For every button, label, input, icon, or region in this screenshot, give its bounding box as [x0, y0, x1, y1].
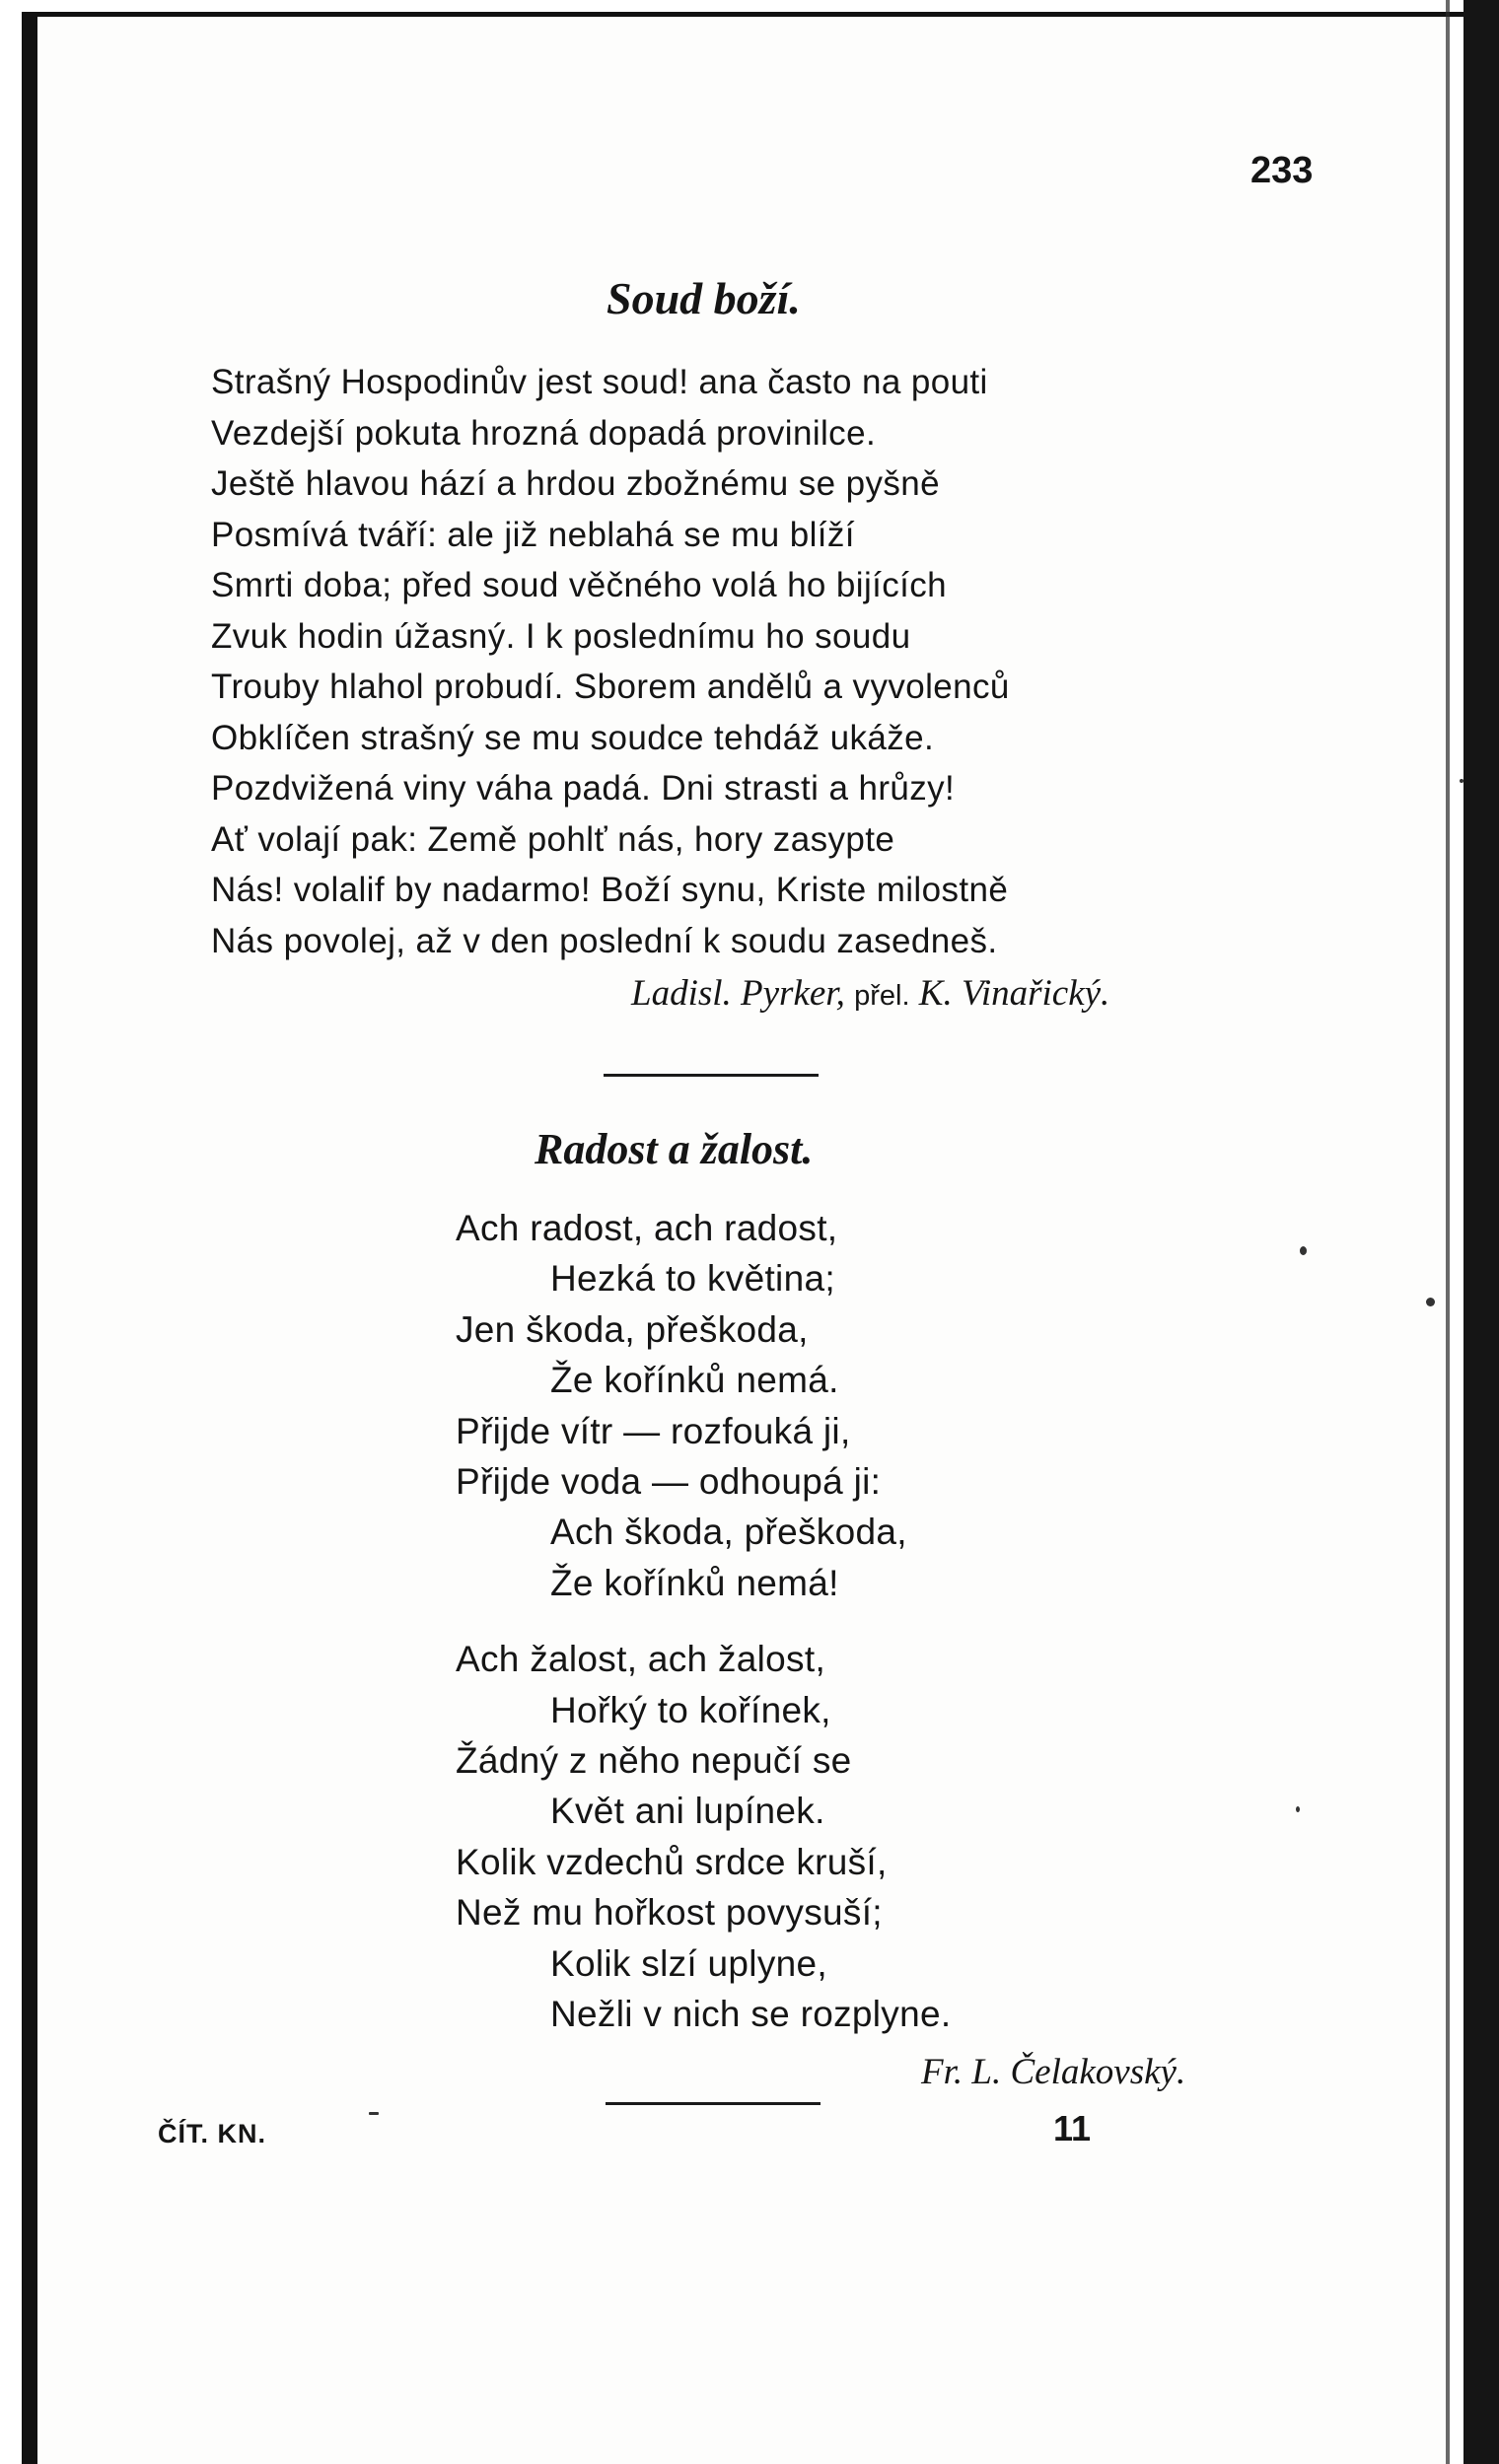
verse-line: Žádný z něho nepučí se	[456, 1740, 852, 1782]
verse-line: Nežli v nich se rozplyne.	[550, 1994, 952, 2035]
poem-radost-a-zalost-body	[456, 1203, 951, 2040]
verse-line: Přijde vítr — rozfouká ji,	[456, 1410, 851, 1451]
sheet-number: 11	[1053, 2108, 1092, 2148]
verse-line: Ach radost, ach radost,	[456, 1208, 838, 1248]
verse-line: Posmívá tváří: ale již neblahá se mu blíží	[211, 515, 855, 554]
verse-line: Ach žalost, ach žalost,	[456, 1639, 826, 1680]
poem2-author: Fr. L. Čelakovský.	[921, 2052, 1186, 2092]
ink-speck	[1296, 1806, 1300, 1812]
section-divider	[606, 2102, 821, 2105]
verse-line: Ať volají pak: Země pohlť nás, hory zasypte	[211, 819, 895, 859]
verse-line: Kolik slzí uplyne,	[550, 1942, 827, 1984]
poem1-attribution	[631, 972, 1109, 1015]
verse-line: Květ ani lupínek.	[550, 1791, 825, 1832]
verse-line: Ještě hlavou hází a hrdou zbožnému se pyšně	[211, 464, 941, 503]
verse-line: Že kořínků nemá!	[550, 1562, 839, 1603]
verse-line: Vezdejší pokuta hrozná dopadá provinilce.	[211, 413, 877, 453]
stanza-gap	[456, 1608, 951, 1634]
verse-line: Nás! volalif by nadarmo! Boží synu, Kriste milostně	[211, 871, 1009, 909]
poem1-translator: K. Vinařický.	[918, 973, 1110, 1014]
verse-line: Že kořínků nemá.	[550, 1360, 839, 1401]
signature-mark: ČÍT. KN.	[158, 2119, 267, 2148]
ink-speck	[1460, 779, 1463, 783]
verse-line: Obklíčen strašný se mu soudce tehdáž ukáže.	[211, 718, 935, 757]
page-gutter-shadow	[1446, 0, 1450, 2464]
verse-line: Kolik vzdechů srdce kruší,	[456, 1841, 888, 1882]
scan-border-left	[22, 14, 37, 2464]
poem-title-radost-a-zalost: Radost a žalost.	[535, 1125, 814, 1173]
ink-speck	[1300, 1246, 1307, 1255]
verse-line: Ach škoda, přeškoda,	[550, 1512, 907, 1553]
verse-line: Než mu hořkost povysuší;	[456, 1892, 883, 1934]
verse-line: Trouby hlahol probudí. Sborem andělů a vyvolenců	[211, 668, 1010, 706]
verse-line: Strašný Hospodinův jest soud! ana často na pouti	[211, 363, 988, 401]
verse-line: Pozdvižená viny váha padá. Dni strasti a hrůzy!	[211, 769, 956, 808]
poem-title-soud-bozi: Soud boží.	[607, 273, 801, 323]
section-divider	[604, 1074, 819, 1077]
verse-line: Zvuk hodin úžasný. I k poslednímu ho soudu	[211, 616, 911, 656]
verse-line: Jen škoda, přeškoda,	[456, 1308, 809, 1350]
poem-soud-bozi-body	[211, 357, 1010, 966]
translated-abbr: přel.	[854, 980, 910, 1012]
verse-line: Přijde voda — odhoupá ji:	[456, 1461, 882, 1503]
verse-line: Hezká to květina;	[550, 1258, 835, 1300]
poem1-author: Ladisl. Pyrker,	[631, 973, 845, 1014]
verse-line: Smrti doba; před soud věčného volá ho bijících	[211, 566, 948, 604]
verse-line: Hořký to kořínek,	[550, 1689, 831, 1730]
page-number: 233	[1250, 150, 1314, 191]
scan-border-right	[1463, 0, 1499, 2464]
ink-speck	[1426, 1298, 1435, 1306]
ink-speck	[369, 2112, 379, 2115]
verse-line: Nás povolej, až v den poslední k soudu zasedneš.	[211, 921, 998, 960]
